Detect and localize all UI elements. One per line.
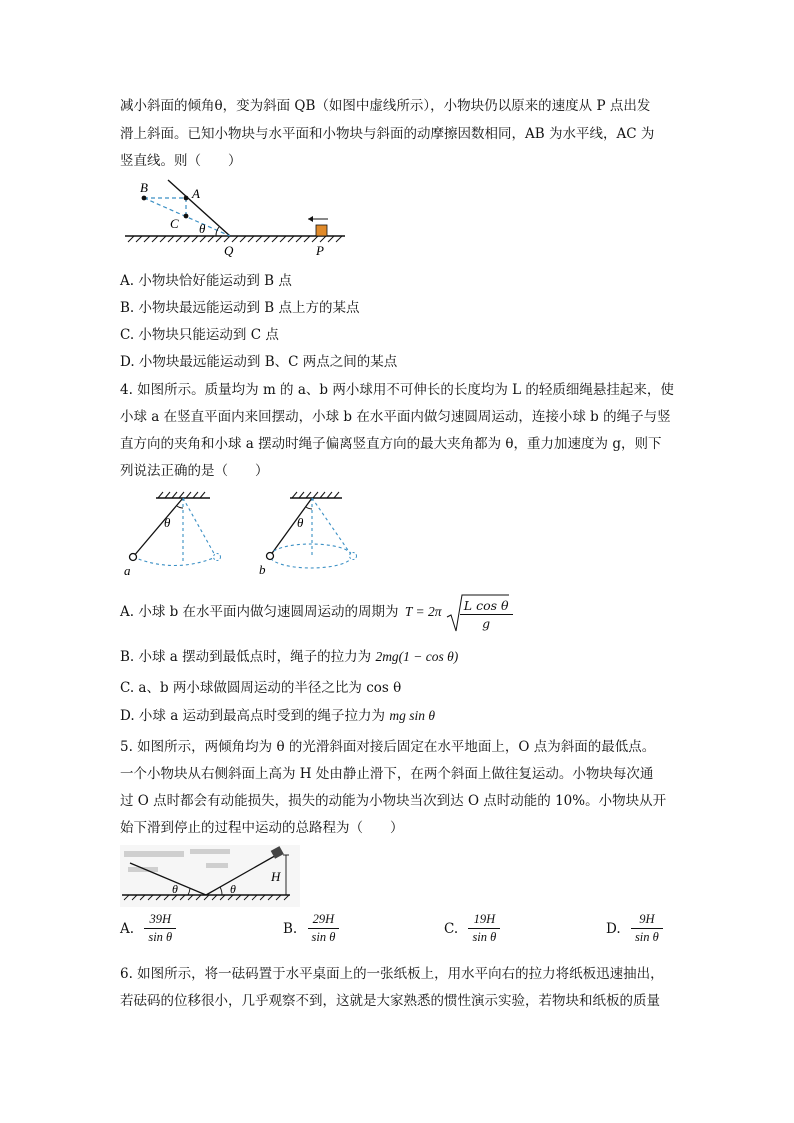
q5-option-c-num: 19H [468,912,500,929]
q4-option-d-formula: mg sin θ [389,708,435,723]
q4-option-a-frac-num: L cos θ [460,598,513,615]
q5-option-d-num: 9H [631,912,663,929]
label-C: C [170,216,179,231]
q3-option-b: B. 小物块最远能运动到 B 点上方的某点 [120,300,360,316]
q4-label-theta-b: θ [297,515,304,530]
q5-option-c-frac [468,912,500,945]
q5-option-a-frac [144,912,176,945]
label-Q: Q [224,243,234,258]
label-B: B [140,180,148,195]
q5-text-line-1: 5. 如图所示，两倾角均为 θ 的光滑斜面对接后固定在水平地面上，O 点为斜面的最低点。 [120,739,656,755]
q5-option-d-den: sin θ [634,930,659,944]
q3-text-line-2: 滑上斜面。已知小物块与水平面和小物块与斜面的动摩擦因数相同，AB 为水平线，AC 为 [120,126,655,142]
label-theta: θ [199,221,206,236]
q4-option-d [120,706,435,726]
q5-option-a-num: 39H [144,912,176,929]
q5-figure-double-incline [120,845,300,907]
q5-option-b-label: B. [283,920,298,937]
q5-option-d-frac [631,912,663,945]
q4-option-d-text: D. 小球 a 运动到最高点时受到的绳子拉力为 [120,708,386,724]
q4-option-a-sqrt [446,593,513,633]
q4-option-a [120,592,513,632]
q4-figure-pendulums [120,490,370,580]
q5-option-d-label: D. [606,920,621,937]
q5-option-c-label: C. [444,920,459,937]
q3-text-line-1: 减小斜面的倾角θ，变为斜面 QB（如图中虚线所示），小物块仍以原来的速度从 P 点出发 [120,98,651,114]
q4-text-line-1: 4. 如图所示。质量均为 m 的 a、b 两小球用不可伸长的长度均为 L 的轻质细绳悬挂起来，使 [120,382,674,398]
q4-text-line-4: 列说法正确的是（ ） [120,463,269,479]
q6-text-line-1: 6. 如图所示，将一砝码置于水平桌面上的一张纸板上，用水平向右的拉力将纸板迅速抽出， [120,966,664,982]
q6-text-line-2: 若砝码的位移很小，几乎观察不到，这就是大家熟悉的惯性演示实验，若物块和纸板的质量 [120,993,660,1009]
q5-option-b [283,912,339,945]
q4-option-a-text: A. 小球 b 在水平面内做匀速圆周运动的周期为 [120,604,399,620]
q4-text-line-3: 直方向的夹角和小球 a 摆动时绳子偏离竖直方向的最大夹角都为 θ，重力加速度为 g，则下 [120,436,662,452]
q5-option-a [120,912,176,945]
q3-text-line-3: 竖直线。则（ ） [120,153,242,169]
q5-label-H: H [271,869,281,884]
q4-option-b [120,647,458,667]
q5-text-line-2: 一个小物块从右侧斜面上高为 H 处由静止滑下，在两个斜面上做往复运动。小物块每次通 [120,766,654,782]
q4-label-b: b [259,562,266,577]
q3-option-c: C. 小物块只能运动到 C 点 [120,327,279,343]
q5-label-theta-left: θ [172,882,178,896]
q5-option-d [606,912,663,945]
q3-option-a: A. 小物块恰好能运动到 B 点 [120,273,292,289]
q4-option-b-text: B. 小球 a 摆动到最低点时，绳子的拉力为 [120,649,372,665]
q5-option-c [444,912,500,945]
q5-option-b-den: sin θ [311,930,336,944]
q4-option-c: C. a、b 两小球做圆周运动的半径之比为 cos θ [120,680,402,696]
q4-option-a-frac-den: g [482,616,491,631]
q5-text-line-4: 始下滑到停止的过程中运动的总路程为（ ） [120,820,404,836]
q5-option-a-den: sin θ [148,930,173,944]
q3-option-d: D. 小物块最远能运动到 B、C 两点之间的某点 [120,354,398,370]
label-A: A [192,186,200,201]
q5-option-b-num: 29H [308,912,340,929]
q4-option-a-formula-pre: T = 2π [404,604,442,619]
q5-option-a-label: A. [120,920,135,937]
q5-option-b-frac [308,912,340,945]
q4-option-b-formula: 2mg(1 − cos θ) [375,649,459,664]
q3-figure-incline [120,178,355,258]
q5-text-line-3: 过 O 点时都会有动能损失，损失的动能为小物块当次到达 O 点时动能的 10%。小物块从开 [120,793,667,809]
label-P: P [316,243,324,258]
q4-label-theta-a: θ [164,515,171,530]
q5-label-theta-right: θ [230,882,236,896]
q4-label-a: a [124,563,131,578]
q4-text-line-2: 小球 a 在竖直平面内来回摆动，小球 b 在水平面内做匀速圆周运动，连接小球 b 的绳子与竖 [120,409,671,425]
q5-option-c-den: sin θ [472,930,497,944]
